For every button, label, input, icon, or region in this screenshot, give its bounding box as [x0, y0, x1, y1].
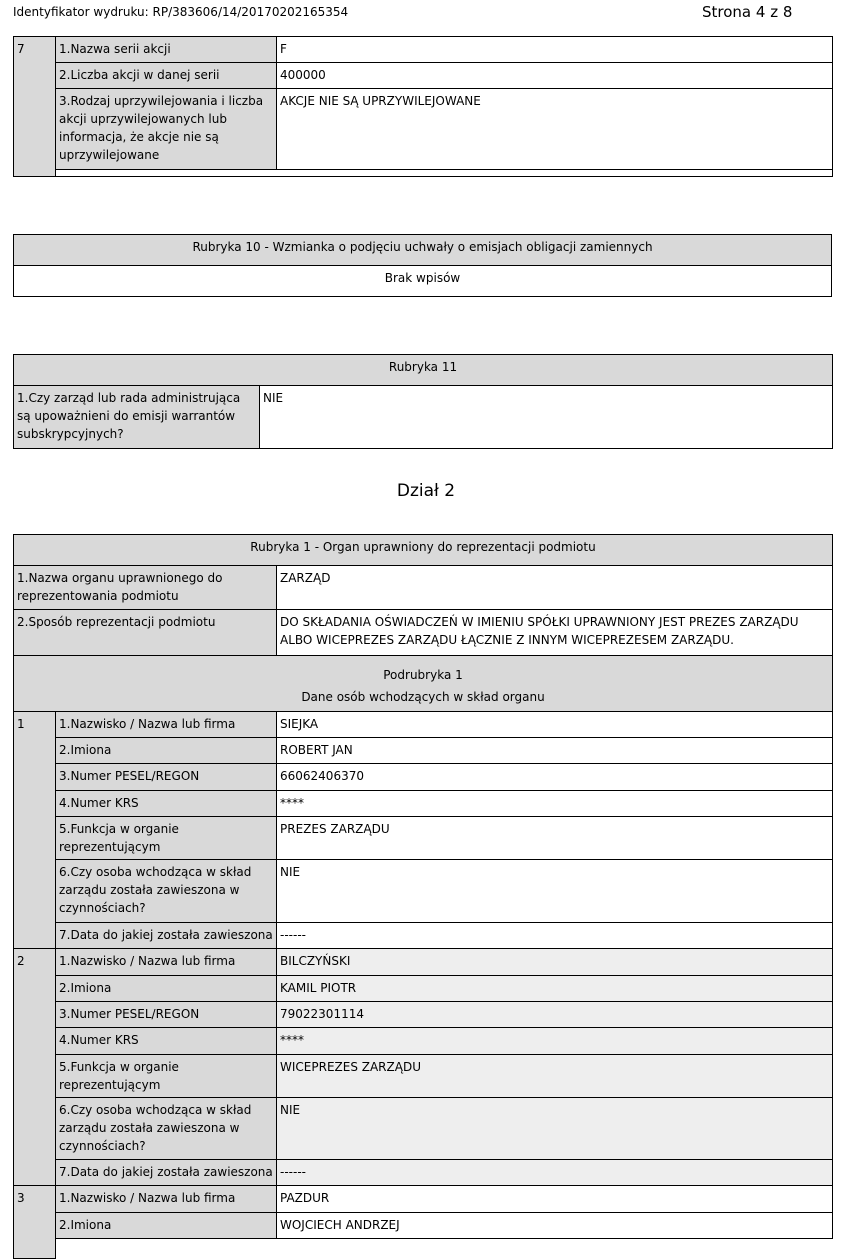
field-value: ------: [277, 1160, 833, 1186]
field-label: 2.Imiona: [56, 976, 277, 1002]
field-label: 1.Nazwa serii akcji: [56, 37, 277, 63]
field-label: 2.Imiona: [56, 738, 277, 764]
field-value: 79022301114: [277, 1002, 833, 1028]
field-label: 3.Numer PESEL/REGON: [56, 1002, 277, 1028]
person-number: 1: [14, 712, 56, 949]
field-value: BILCZYŃSKI: [277, 949, 833, 976]
field-label: 5.Funkcja w organie reprezentującym: [56, 1055, 277, 1098]
entry-number: 7: [14, 37, 56, 177]
table-spacer: [56, 1239, 833, 1259]
field-value: WICEPREZES ZARZĄDU: [277, 1055, 833, 1098]
field-label: 5.Funkcja w organie reprezentującym: [56, 817, 277, 860]
field-label: 4.Numer KRS: [56, 1028, 277, 1055]
subsection-title: Podrubryka 1: [383, 668, 463, 682]
field-label: 1.Czy zarząd lub rada administrująca są upoważnieni do emisji warrantów subskrypcyjnych?: [14, 386, 260, 449]
field-label: 1.Nazwa organu uprawnionego do reprezentowania podmiotu: [14, 566, 277, 610]
field-value: 66062406370: [277, 764, 833, 791]
field-value: PREZES ZARZĄDU: [277, 817, 833, 860]
field-value: ------: [277, 923, 833, 949]
section-heading: Rubryka 10 - Wzmianka o podjęciu uchwały o emisjach obligacji zamiennych: [14, 235, 832, 266]
rubryka-11-table: [13, 354, 833, 449]
field-label: 4.Numer KRS: [56, 791, 277, 817]
field-label: 6.Czy osoba wchodząca w skład zarządu została zawieszona w czynnościach?: [56, 860, 277, 923]
field-label: 1.Nazwisko / Nazwa lub firma: [56, 712, 277, 738]
field-value: ****: [277, 1028, 833, 1055]
field-value: ROBERT JAN: [277, 738, 833, 764]
person-number: 3: [14, 1186, 56, 1259]
field-value: 400000: [277, 63, 833, 89]
field-label: 3.Numer PESEL/REGON: [56, 764, 277, 791]
field-label: 1.Nazwisko / Nazwa lub firma: [56, 1186, 277, 1213]
rubryka-10-table: [13, 234, 832, 297]
field-value: PAZDUR: [277, 1186, 833, 1213]
field-value: SIEJKA: [277, 712, 833, 738]
field-value: AKCJE NIE SĄ UPRZYWILEJOWANE: [277, 89, 833, 170]
field-label: 2.Sposób reprezentacji podmiotu: [14, 610, 277, 656]
person-number: 2: [14, 949, 56, 1186]
print-identifier: Identyfikator wydruku: RP/383606/14/20170202165354: [13, 5, 349, 19]
field-label: 2.Imiona: [56, 1213, 277, 1239]
empty-notice: Brak wpisów: [14, 266, 832, 297]
field-label: 6.Czy osoba wchodząca w skład zarządu została zawieszona w czynnościach?: [56, 1098, 277, 1160]
subsection-subtitle: Dane osób wchodzących w skład organu: [301, 690, 545, 704]
share-series-table: [13, 36, 833, 177]
field-label: 2.Liczba akcji w danej serii: [56, 63, 277, 89]
division-title: Dział 2: [396, 481, 456, 501]
rubryka-1-table: [13, 534, 833, 1259]
section-heading: Rubryka 1 - Organ uprawniony do reprezentacji podmiotu: [14, 535, 833, 566]
field-value: KAMIL PIOTR: [277, 976, 833, 1002]
field-value: ZARZĄD: [277, 566, 833, 610]
field-label: 7.Data do jakiej została zawieszona: [56, 923, 277, 949]
table-spacer: [56, 170, 833, 177]
field-label: 3.Rodzaj uprzywilejowania i liczba akcji uprzywilejowanych lub informacja, że akcje nie są uprzywilejowane: [56, 89, 277, 170]
field-value: NIE: [277, 1098, 833, 1160]
section-heading: Rubryka 11: [14, 355, 833, 386]
subsection-heading: [14, 656, 833, 712]
field-label: 1.Nazwisko / Nazwa lub firma: [56, 949, 277, 976]
field-value: F: [277, 37, 833, 63]
field-value: ****: [277, 791, 833, 817]
field-value: NIE: [277, 860, 833, 923]
page-number: Strona 4 z 8: [702, 3, 793, 21]
field-value: WOJCIECH ANDRZEJ: [277, 1213, 833, 1239]
field-value: NIE: [260, 386, 833, 449]
field-label: 7.Data do jakiej została zawieszona: [56, 1160, 277, 1186]
field-value: DO SKŁADANIA OŚWIADCZEŃ W IMIENIU SPÓŁKI UPRAWNIONY JEST PREZES ZARZĄDU ALBO WICEPREZES ZARZĄDU ŁĄCZNIE Z INNYM WICEPREZESEM ZARZĄDU.: [277, 610, 833, 656]
